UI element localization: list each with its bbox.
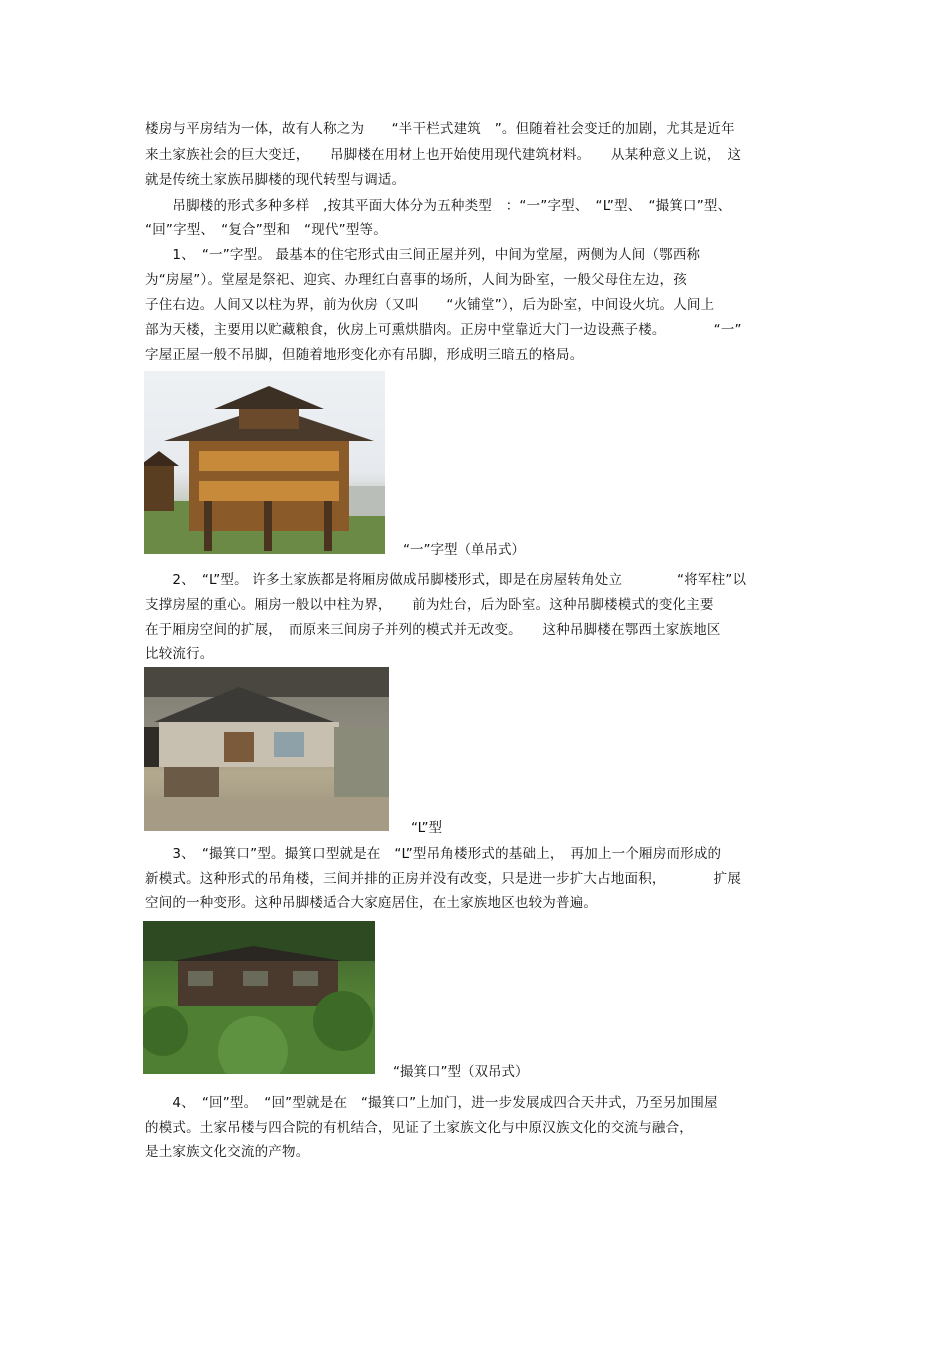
- text-line: 部为天楼，主要用以贮藏粮食，伙房上可熏烘腊肉。正房中堂靠近大门一边设燕子楼。 “一”: [145, 322, 742, 338]
- text-line: 3、 “撮箕口”型。撮箕口型就是在 “L”型吊角楼形式的基础上， 再加上一个厢房而形成的: [145, 846, 722, 862]
- text-line: 空间的一种变形。这种吊脚楼适合大家庭居住，在土家族地区也较为普遍。: [145, 895, 598, 911]
- text-line: 来土家族社会的巨大变迁， 吊脚楼在用材上也开始使用现代建筑材料。 从某种意义上说， 这: [145, 147, 742, 163]
- text-line: 2、 “L”型。 许多土家族都是将厢房做成吊脚楼形式，即是在房屋转角处立 “将军柱”以: [145, 572, 747, 588]
- text-line: 的模式。土家吊楼与四合院的有机结合，见证了土家族文化与中原汉族文化的交流与融合，: [145, 1120, 693, 1136]
- text-line: 为“房屋”）。堂屋是祭祀、迎宾、办理红白喜事的场所，人间为卧室，一般父母住左边，孩: [145, 272, 687, 288]
- text-line: 吊脚楼的形式多种多样 ,按其平面大体分为五种类型 ：“一”字型、 “L”型、 “撮箕口”型、: [145, 198, 732, 214]
- single-hanging-tower-photo: [144, 371, 385, 554]
- text-line: 是土家族文化交流的产物。: [145, 1144, 310, 1160]
- text-line: 楼房与平房结为一体，故有人称之为 “半干栏式建筑 ”。但随着社会变迁的加剧，尤其是近年: [145, 121, 735, 137]
- dustpan-type-house-photo: [143, 921, 375, 1074]
- photo2-caption: “L”型: [411, 820, 443, 836]
- text-line: 新模式。这种形式的吊角楼，三间并排的正房并没有改变，只是进一步扩大占地面积， 扩展: [145, 871, 742, 887]
- text-line: 子住右边。人间又以柱为界，前为伙房（又叫 “火铺堂”），后为卧室，中间设火坑。人间上: [145, 297, 715, 313]
- photo1-caption: “一”字型（单吊式）: [403, 542, 525, 558]
- text-line: 比较流行。: [145, 646, 214, 662]
- text-line: 在于厢房空间的扩展， 而原来三间房子并列的模式并无改变。 这种吊脚楼在鄂西土家族地区: [145, 622, 721, 638]
- l-type-house-photo: [144, 667, 389, 831]
- photo3-caption: “撮箕口”型（双吊式）: [393, 1064, 529, 1080]
- text-line: 4、 “回”型。 “回”型就是在 “撮箕口”上加门，进一步发展成四合天井式，乃至另加围屋: [145, 1095, 718, 1111]
- text-line: 支撑房屋的重心。厢房一般以中柱为界， 前为灶台，后为卧室。这种吊脚楼模式的变化主要: [145, 597, 714, 613]
- text-line: 就是传统土家族吊脚楼的现代转型与调适。: [145, 172, 406, 188]
- text-line: 1、 “一”字型。 最基本的住宅形式由三间正屋并列，中间为堂屋，两侧为人间（鄂西称: [145, 247, 701, 263]
- text-line: “回”字型、 “复合”型和 “现代”型等。: [145, 222, 387, 238]
- text-line: 字屋正屋一般不吊脚，但随着地形变化亦有吊脚，形成明三暗五的格局。: [145, 347, 584, 363]
